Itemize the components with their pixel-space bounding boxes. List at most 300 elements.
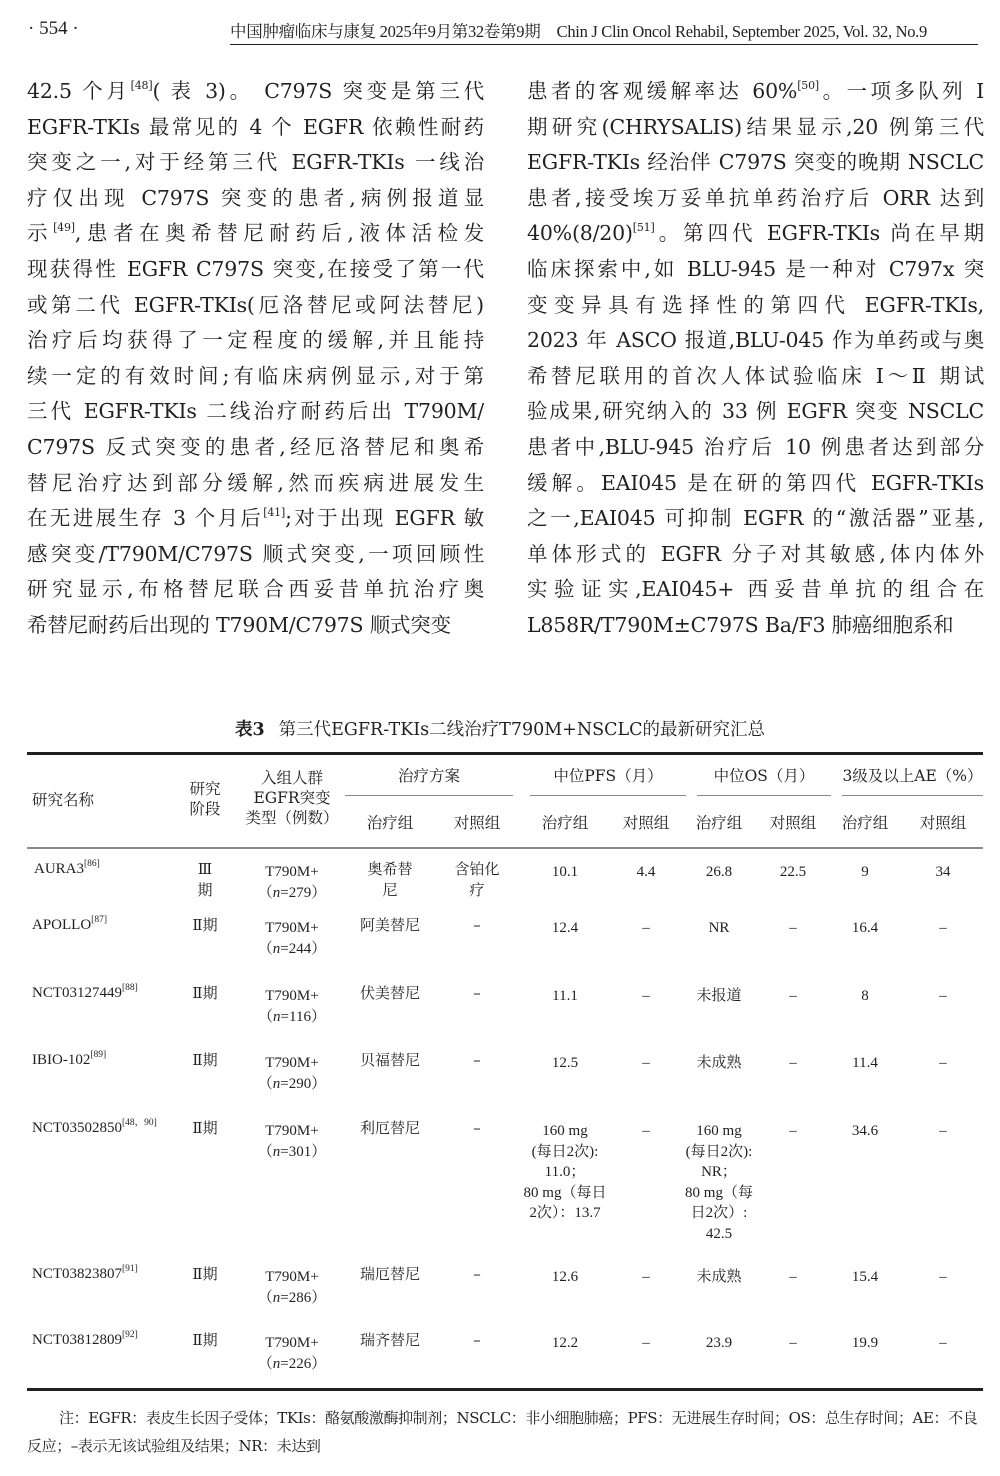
left-text-column	[27, 74, 484, 644]
cell-line: 日2次）:	[690, 1205, 748, 1221]
ae-t-cell	[827, 862, 903, 883]
cell-line: 160 mg	[542, 1123, 588, 1139]
header-regimen-treatment: 治疗组	[366, 814, 414, 832]
cell-line: 阿美替尼	[359, 916, 420, 934]
cell-line: Ⅱ期	[192, 984, 218, 1002]
cell-line: –	[642, 1335, 650, 1351]
cell-line: (每日2次):	[531, 1143, 599, 1160]
text-line	[27, 394, 484, 430]
population-cell	[242, 1333, 342, 1374]
text-run: 治疗后均获得了一定程度的缓解,并且能持	[27, 328, 484, 353]
os-t-cell	[669, 1053, 769, 1074]
pfs-t-cell	[515, 986, 615, 1007]
cell-line: 10.1	[551, 864, 579, 880]
mutation-type: T790M+	[265, 864, 319, 880]
cell-line: 23.9	[705, 1335, 733, 1351]
mutation-type: T790M+	[265, 1269, 319, 1285]
control-cell	[439, 1264, 515, 1285]
pfs-t-cell	[515, 918, 615, 939]
ae-t-cell	[827, 1121, 903, 1142]
study-name-cell	[32, 983, 138, 1004]
os-c-cell	[755, 862, 831, 883]
treatment-cell	[345, 1264, 435, 1285]
text-run: 临床探索中,如 BLU-945 是一种对 C797x 突	[527, 256, 984, 281]
text-run: 患者的客观缓解率达 60%	[527, 79, 798, 103]
cell-line: –	[939, 1123, 947, 1139]
control-cell	[439, 1118, 515, 1139]
phase-cell	[185, 983, 225, 1004]
pfs-t-cell	[515, 1121, 615, 1224]
os-c-cell	[755, 1053, 831, 1074]
cell-line: –	[789, 988, 797, 1004]
header-ae: 3级及以上AE（%）	[842, 767, 983, 785]
mutation-type: T790M+	[265, 1123, 319, 1139]
cell-line: Ⅲ	[197, 860, 213, 878]
os-t-cell	[669, 862, 769, 883]
phase-cell	[185, 1050, 225, 1071]
header-population-line: 入组人群	[260, 769, 323, 787]
cell-line: 12.4	[551, 920, 579, 936]
population-cell	[242, 1267, 342, 1308]
table-top-rule	[27, 752, 983, 755]
cell-line: 未成熟	[696, 1269, 742, 1285]
citation-ref: [92]	[122, 1330, 138, 1340]
text-run: 续一定的有效时间;有临床病例显示,对于第	[27, 363, 484, 388]
sample-size	[242, 1142, 342, 1163]
os-t-cell	[669, 1267, 769, 1288]
os-t-cell	[669, 986, 769, 1007]
study-name-cell	[34, 859, 100, 880]
n-symbol: n	[272, 1075, 281, 1092]
cell-line: (每日2次):	[685, 1143, 753, 1160]
pfs-t-cell	[515, 862, 615, 883]
cell-line: –	[473, 1051, 481, 1069]
text-line	[527, 216, 984, 252]
cell-line: 34	[935, 864, 951, 880]
mutation-type: T790M+	[265, 988, 319, 1004]
cell-line: 伏美替尼	[359, 984, 420, 1002]
text-run: 疗仅出现 C797S 突变的患者,病例报道显	[27, 185, 484, 210]
paren-open: （	[257, 1355, 273, 1372]
header-regimen: 治疗方案	[397, 767, 460, 785]
text-line	[27, 145, 484, 181]
population-cell	[242, 862, 342, 903]
cell-line: –	[473, 1265, 481, 1283]
paren-open: （	[257, 940, 273, 957]
n-symbol: n	[272, 940, 281, 957]
text-line	[527, 359, 984, 395]
header-os: 中位OS（月）	[713, 767, 815, 785]
cell-line: Ⅱ期	[192, 1119, 218, 1137]
population-cell	[242, 1053, 342, 1094]
text-run: 三代 EGFR-TKIs 二线治疗耐药后出 T790M/	[27, 399, 484, 424]
text-run: ( 表 3)。 C797S 突变是第三代	[152, 79, 484, 103]
citation-ref: [51]	[632, 221, 655, 235]
treatment-cell	[345, 1050, 435, 1071]
cell-line: –	[789, 1055, 797, 1071]
cell-line: 9	[861, 864, 869, 880]
text-line	[27, 537, 484, 573]
header-phase-line: 研究	[189, 780, 221, 798]
text-run: 42.5 个月	[27, 79, 131, 103]
text-line	[527, 181, 984, 217]
sample-size	[242, 1074, 342, 1095]
text-run: 替尼治疗达到部分缓解,然而疾病进展发生	[27, 470, 484, 495]
ae-c-cell	[905, 986, 981, 1007]
ae-t-cell	[827, 1267, 903, 1288]
text-line	[27, 74, 484, 110]
n-symbol: n	[272, 884, 281, 901]
cell-line: Ⅱ期	[192, 1265, 218, 1283]
ae-c-cell	[905, 1053, 981, 1074]
control-cell	[439, 1330, 515, 1351]
study-name: NCT03502850	[32, 1120, 122, 1136]
study-name-cell	[32, 1050, 106, 1071]
text-run: 2023 年 ASCO 报道,BLU-045 作为单药或与奥	[527, 328, 984, 353]
text-run: 示	[27, 221, 54, 246]
text-line	[527, 110, 984, 146]
text-run: 现获得性 EGFR C797S 突变,在接受了第一代	[27, 256, 484, 281]
text-line	[527, 252, 984, 288]
sample-size	[242, 1354, 342, 1375]
text-run: EGFR-TKIs 最常见的 4 个 EGFR 依赖性耐药	[27, 114, 484, 139]
text-run: 变变异具有选择性的第四代 EGFR-TKIs,	[527, 292, 984, 317]
text-line	[527, 537, 984, 573]
sample-count: =226）	[280, 1355, 327, 1372]
cell-line: 42.5	[705, 1225, 733, 1242]
sample-size	[242, 1288, 342, 1309]
os-t-cell	[669, 1121, 769, 1244]
sample-size	[242, 939, 342, 960]
text-line	[27, 252, 484, 288]
text-run: 希替尼耐药后出现的 T790M/C797S 顺式突变	[27, 612, 451, 637]
text-line	[527, 288, 984, 324]
table-bottom-rule	[27, 1388, 983, 1391]
cell-line: 2次）：13.7	[529, 1205, 601, 1221]
mutation-type: T790M+	[265, 1335, 319, 1351]
page-number: · 554 ·	[28, 18, 79, 39]
paren-open: （	[258, 1008, 274, 1025]
pfs-t-cell	[515, 1053, 615, 1074]
text-run: L858R/T790M±C797S Ba/F3 肺癌细胞系和	[527, 612, 954, 637]
text-line	[527, 74, 984, 110]
cell-line: 疗	[469, 880, 485, 899]
n-symbol: n	[273, 1008, 281, 1025]
cell-line: 12.6	[551, 1269, 579, 1285]
cell-line: 15.4	[851, 1269, 879, 1285]
cell-line: NR	[708, 920, 730, 936]
header-population-line: 类型（例数）	[245, 809, 339, 827]
text-line	[27, 216, 484, 252]
text-run: 感突变/T790M/C797S 顺式突变,一项回顾性	[27, 541, 484, 566]
text-line	[527, 466, 984, 502]
os-c-cell	[755, 986, 831, 1007]
ae-t-cell	[827, 1333, 903, 1354]
header-study-name: 研究名称	[32, 791, 95, 809]
cell-line: –	[642, 1055, 650, 1071]
cell-line: –	[473, 1119, 481, 1137]
text-line	[27, 501, 484, 537]
cell-line: 26.8	[705, 864, 733, 880]
cell-line: Ⅱ期	[192, 916, 218, 934]
ae-c-cell	[905, 1333, 981, 1354]
mutation-type: T790M+	[265, 1055, 319, 1071]
sample-count: =244）	[280, 940, 327, 957]
control-cell	[439, 915, 515, 936]
header-phase-line: 阶段	[189, 800, 221, 818]
citation-ref: [87]	[91, 915, 107, 925]
cell-line: Ⅱ期	[192, 1331, 218, 1349]
cell-line: 11.0；	[544, 1164, 586, 1180]
ae-c-cell	[905, 862, 981, 883]
text-line	[527, 145, 984, 181]
text-run: ,患者在奥希替尼耐药后,液体活检发	[74, 221, 484, 246]
ae-group-rule	[842, 795, 983, 796]
ae-t-cell	[827, 918, 903, 939]
control-cell	[439, 859, 515, 900]
text-run: 或第二代 EGFR-TKIs(厄洛替尼或阿法替尼)	[27, 292, 484, 317]
cell-line: 12.5	[551, 1055, 579, 1071]
cell-line: 奥希替	[367, 860, 413, 878]
citation-ref: [48，90]	[122, 1118, 157, 1128]
cell-line: 含铂化	[454, 860, 500, 878]
cell-line: –	[789, 1269, 797, 1285]
os-t-cell	[669, 918, 769, 939]
cell-line: NR；	[701, 1164, 737, 1180]
text-run: 实验证实,EAI045+ 西妥昔单抗的组合在	[527, 577, 984, 602]
text-run: ;对于出现 EGFR 敏	[285, 506, 484, 531]
cell-line: –	[939, 988, 947, 1004]
table-caption	[0, 716, 1000, 741]
header-ae-treatment: 治疗组	[841, 814, 889, 832]
cell-line: –	[939, 1335, 947, 1351]
header-pfs-control: 对照组	[622, 814, 670, 832]
ae-c-cell	[905, 918, 981, 939]
paren-open: （	[257, 1075, 273, 1092]
study-name: NCT03127449	[32, 985, 122, 1001]
text-line	[527, 608, 984, 644]
treatment-cell	[345, 983, 435, 1004]
ae-c-cell	[905, 1267, 981, 1288]
cell-line: 80 mg（每	[685, 1184, 753, 1201]
phase-cell	[185, 1330, 225, 1351]
treatment-cell	[345, 859, 435, 900]
cell-line: –	[939, 1269, 947, 1285]
os-c-cell	[755, 1121, 831, 1142]
cell-line: –	[642, 920, 650, 936]
citation-ref: [49]	[53, 221, 75, 235]
citation-ref: [88]	[122, 983, 138, 993]
text-run: 突变之一,对于经第三代 EGFR-TKIs 一线治	[27, 150, 484, 175]
text-run: 研究显示,布格替尼联合西妥昔单抗治疗奥	[27, 577, 484, 602]
cell-line: 瑞厄替尼	[359, 1265, 420, 1283]
treatment-cell	[345, 1330, 435, 1351]
ae-t-cell	[827, 986, 903, 1007]
study-name: IBIO-102	[32, 1052, 91, 1068]
cell-line: 期	[197, 880, 213, 899]
cell-line: 19.9	[851, 1335, 879, 1351]
cell-line: –	[642, 988, 650, 1004]
citation-ref: [50]	[797, 79, 819, 92]
cell-line: –	[789, 920, 797, 936]
text-line	[27, 181, 484, 217]
text-line	[527, 572, 984, 608]
population-cell	[242, 986, 342, 1027]
pfs-t-cell	[515, 1333, 615, 1354]
cell-line: 未报道	[696, 988, 742, 1004]
study-name: AURA3	[34, 861, 85, 877]
cell-line: 12.2	[551, 1335, 579, 1351]
cell-line: –	[642, 1269, 650, 1285]
control-cell	[439, 1050, 515, 1071]
text-run: 。一项多队列 I	[819, 79, 984, 103]
n-symbol: n	[272, 1289, 281, 1306]
header-ae-control: 对照组	[919, 814, 967, 832]
text-line	[527, 430, 984, 466]
study-name: APOLLO	[32, 917, 92, 933]
study-name-cell	[32, 1118, 157, 1139]
citation-ref: [41]	[263, 506, 286, 520]
text-run: 在无进展生存 3 个月后	[27, 506, 264, 531]
cell-line: 80 mg（每日	[523, 1184, 607, 1201]
cell-line: 4.4	[636, 864, 656, 880]
text-line	[27, 110, 484, 146]
text-run: 患者中,BLU-945 治疗后 10 例患者达到部分	[527, 434, 984, 459]
text-line	[527, 501, 984, 537]
text-run: 期研究(CHRYSALIS)结果显示,20 例第三代	[527, 114, 984, 139]
sample-count: =279）	[280, 884, 327, 901]
header-pfs-treatment: 治疗组	[541, 814, 589, 832]
os-group-rule	[697, 795, 831, 796]
cell-line: 160 mg	[696, 1123, 742, 1139]
cell-line: 16.4	[851, 920, 879, 936]
cell-line: –	[789, 1335, 797, 1351]
sample-size	[242, 1007, 342, 1028]
text-run: 。第四代 EGFR-TKIs 尚在早期	[654, 221, 984, 246]
cell-line: 11.4	[852, 1055, 878, 1071]
cell-line: –	[473, 984, 481, 1002]
sample-count: =116）	[280, 1008, 326, 1025]
text-run: C797S 反式突变的患者,经厄洛替尼和奥希	[27, 434, 484, 459]
n-symbol: n	[272, 1143, 281, 1160]
cell-line: –	[473, 916, 481, 934]
pfs-group-rule	[530, 795, 686, 796]
phase-cell	[185, 859, 225, 900]
text-run: 之一,EAI045 可抑制 EGFR 的“激活器”亚基,	[527, 506, 984, 531]
table-header-rule	[27, 847, 983, 849]
text-line	[27, 323, 484, 359]
text-line	[27, 430, 484, 466]
cell-line: Ⅱ期	[192, 1051, 218, 1069]
header-os-control: 对照组	[769, 814, 817, 832]
text-line	[527, 394, 984, 430]
header-pfs: 中位PFS（月）	[553, 767, 663, 785]
citation-ref: [48]	[130, 79, 153, 92]
text-run: 验成果,研究纳入的 33 例 EGFR 突变 NSCLC	[527, 399, 984, 424]
os-c-cell	[755, 918, 831, 939]
cell-line: 瑞齐替尼	[359, 1331, 420, 1349]
citation-ref: [89]	[90, 1050, 107, 1060]
citation-ref: [86]	[84, 859, 100, 869]
ae-t-cell	[827, 1053, 903, 1074]
text-line	[527, 323, 984, 359]
citation-ref: [91]	[122, 1264, 138, 1274]
cell-line: 22.5	[779, 864, 807, 880]
table-footnote: 注：EGFR：表皮生长因子受体；TKIs：酪氨酸激酶抑制剂；NSCLC：非小细胞肺癌；PFS：无进展生存时间；OS：总生存时间；AE：不良反应；–表示无该试验组及结果；NR：未达到	[27, 1409, 978, 1455]
population-cell	[242, 1121, 342, 1162]
study-name-cell	[32, 1264, 138, 1285]
text-run: 希替尼联用的首次人体试验临床 Ⅰ～Ⅱ 期试	[527, 363, 984, 388]
cell-line: –	[939, 1055, 947, 1071]
mutation-type: T790M+	[265, 920, 319, 936]
cell-line: 尼	[382, 880, 398, 899]
sample-size	[242, 883, 342, 904]
sample-count: =286）	[280, 1289, 327, 1306]
table-title: 第三代EGFR-TKIs二线治疗T790M+NSCLC的最新研究汇总	[278, 720, 766, 740]
header-population-line: EGFR突变	[253, 789, 331, 807]
cell-line: 利厄替尼	[359, 1119, 420, 1137]
header-population	[242, 768, 342, 828]
control-cell	[439, 983, 515, 1004]
os-t-cell	[669, 1333, 769, 1354]
population-cell	[242, 918, 342, 959]
paren-open: （	[257, 1289, 273, 1306]
study-name: NCT03823807	[32, 1266, 122, 1282]
text-run: 患者,接受埃万妥单抗单药治疗后 ORR 达到	[527, 185, 984, 210]
text-line	[27, 608, 484, 644]
text-line	[27, 466, 484, 502]
header-os-treatment: 治疗组	[695, 814, 743, 832]
phase-cell	[185, 1264, 225, 1285]
n-symbol: n	[272, 1355, 281, 1372]
pfs-t-cell	[515, 1267, 615, 1288]
text-run: 单体形式的 EGFR 分子对其敏感,体内体外	[527, 541, 984, 566]
table-label: 表3	[234, 720, 265, 740]
text-run: 缓解。EAI045 是在研的第四代 EGFR-TKIs	[527, 470, 984, 495]
study-name-cell	[32, 1330, 138, 1351]
cell-line: –	[642, 1123, 650, 1139]
sample-count: =290）	[280, 1075, 327, 1092]
text-line	[27, 572, 484, 608]
cell-line: 11.1	[552, 988, 578, 1004]
sample-count: =301）	[280, 1143, 327, 1160]
paren-open: （	[257, 1143, 273, 1160]
text-run: 40%(8/20)	[527, 221, 633, 246]
ae-c-cell	[905, 1121, 981, 1142]
cell-line: –	[789, 1123, 797, 1139]
phase-cell	[185, 1118, 225, 1139]
cell-line: 34.6	[851, 1123, 879, 1139]
cell-line: 贝福替尼	[359, 1051, 420, 1069]
cell-line: –	[939, 920, 947, 936]
running-header: 中国肿瘤临床与康复 2025年9月第32卷第9期 Chin J Clin Oncol Rehabil, September 2025, Vol. 32, No.9	[230, 18, 978, 45]
cell-line: –	[473, 1331, 481, 1349]
header-phase	[185, 779, 225, 819]
header-regimen-control: 对照组	[453, 814, 501, 832]
right-text-column	[527, 74, 984, 644]
os-c-cell	[755, 1333, 831, 1354]
treatment-cell	[345, 1118, 435, 1139]
text-line	[27, 359, 484, 395]
study-name-cell	[32, 915, 107, 936]
treatment-cell	[345, 915, 435, 936]
os-c-cell	[755, 1267, 831, 1288]
paren-open: （	[257, 884, 273, 901]
cell-line: 未成熟	[696, 1055, 742, 1071]
study-name: NCT03812809	[32, 1332, 122, 1348]
regimen-group-rule	[345, 795, 513, 796]
phase-cell	[185, 915, 225, 936]
